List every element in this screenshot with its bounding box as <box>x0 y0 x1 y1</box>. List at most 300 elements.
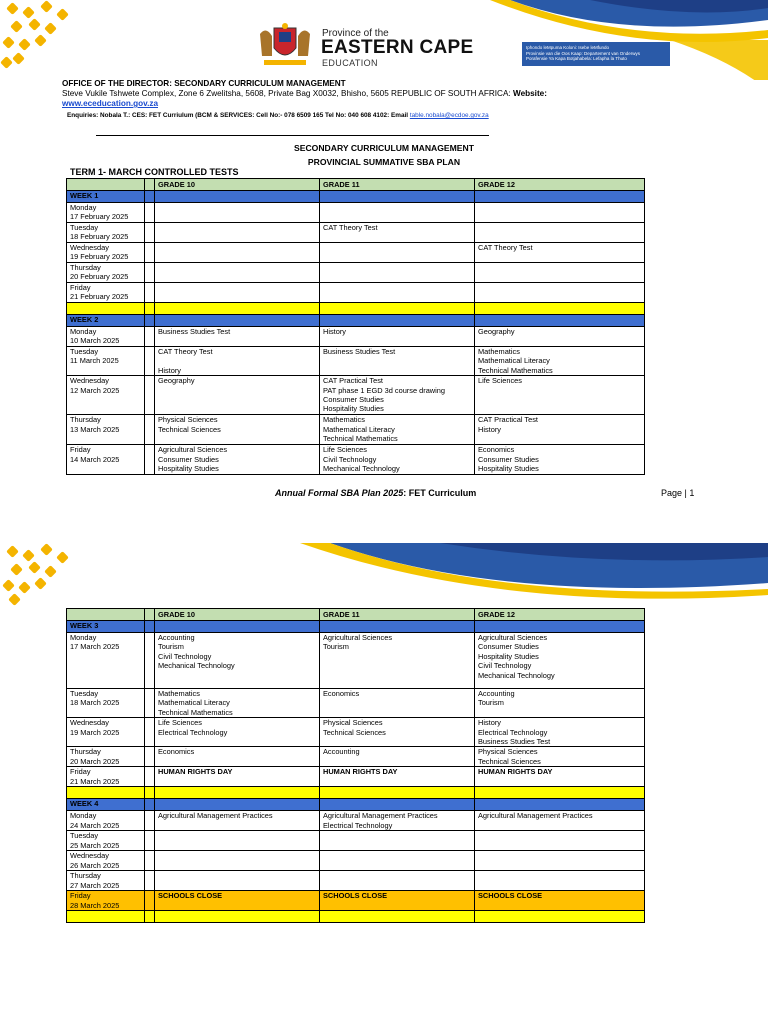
subject-entry: Technical Mathematics <box>478 365 553 375</box>
schedule-row <box>67 376 645 415</box>
subject-entry: Life Sciences <box>478 376 522 386</box>
date-cell <box>67 223 145 243</box>
date-value: 13 March 2025 <box>70 424 120 434</box>
day-name: Tuesday <box>70 223 99 232</box>
day-name: Wednesday <box>70 851 109 861</box>
highlight-cell <box>145 303 155 315</box>
subject-entry: Tourism <box>158 642 184 652</box>
subject-entry: CAT Theory Test <box>323 223 378 232</box>
subject-entry: History <box>158 365 181 375</box>
subject-entry: Mechanical Technology <box>323 464 400 474</box>
subject-entry: CAT Theory Test <box>478 243 533 252</box>
subject-entry: Business Studies Test <box>478 737 551 747</box>
subject-cell-g10 <box>155 811 320 831</box>
header-blank-cell <box>67 179 145 191</box>
subject-entry: Physical Sciences <box>323 718 383 728</box>
week-blank-cell <box>155 191 320 203</box>
date-value: 18 March 2025 <box>70 698 120 708</box>
header-wave-graphic <box>300 543 768 599</box>
enquiries-label: Enquiries: Nobala T.: CES: FET Curriulum (BCM & SERVICES: <box>67 112 255 119</box>
subject-entry: Life Sciences <box>158 718 202 728</box>
subject-entry: Accounting <box>478 689 515 698</box>
subject-entry: Life Sciences <box>323 445 367 455</box>
date-value: 19 March 2025 <box>70 727 120 737</box>
website-label: Website: <box>512 89 547 98</box>
week-label: WEEK 1 <box>67 191 145 203</box>
date-value: 17 March 2025 <box>70 642 120 652</box>
subject-entry: Electrical Technology <box>478 727 548 737</box>
highlight-cell <box>145 787 155 799</box>
spacer-cell <box>145 871 155 891</box>
website-link[interactable]: www.eceducation.gov.za <box>62 99 158 108</box>
date-cell <box>67 376 145 415</box>
week-blank-cell <box>145 621 155 633</box>
highlight-row <box>67 911 645 923</box>
date-value: 18 February 2025 <box>70 232 129 242</box>
week-blank-cell <box>155 315 320 327</box>
spacer-cell <box>145 633 155 689</box>
spacer-cell <box>145 376 155 415</box>
subject-entry: Civil Technology <box>478 661 532 671</box>
highlight-cell <box>475 303 645 315</box>
day-name: Friday <box>70 767 91 777</box>
date-value: 25 March 2025 <box>70 840 120 850</box>
subject-entry: Agricultural Sciences <box>158 445 228 455</box>
week-label: WEEK 4 <box>67 799 145 811</box>
spacer-cell <box>145 327 155 347</box>
spacer-cell <box>145 767 155 787</box>
week-blank-cell <box>320 799 475 811</box>
subject-cell-g11 <box>320 223 475 243</box>
spacer-cell <box>145 689 155 718</box>
schedule-row <box>67 718 645 747</box>
week-row <box>67 315 645 327</box>
subject-cell-g12 <box>475 283 645 303</box>
subject-cell-g11 <box>320 891 475 911</box>
subject-cell-g12 <box>475 871 645 891</box>
subject-entry: History <box>478 424 501 434</box>
coat-of-arms-icon <box>256 22 314 68</box>
highlight-cell <box>67 911 145 923</box>
schedule-row <box>67 633 645 689</box>
spacer-cell <box>145 415 155 445</box>
term-title: TERM 1- MARCH CONTROLLED TESTS <box>70 167 239 177</box>
date-value: 11 March 2025 <box>70 356 119 366</box>
subject-cell-g10 <box>155 283 320 303</box>
subject-cell-g11 <box>320 203 475 223</box>
subject-cell-g10 <box>155 347 320 376</box>
subject-entry: Physical Sciences <box>158 415 218 425</box>
enquiries-contacts: Cell No:- 078 6509 165 Tel No: 040 608 4102: Email <box>254 112 410 119</box>
enquiries <box>67 112 489 119</box>
date-value: 20 March 2025 <box>70 756 120 766</box>
subject-cell-g11 <box>320 871 475 891</box>
day-name: Thursday <box>70 415 101 425</box>
subject-cell-g11 <box>320 376 475 415</box>
highlight-cell <box>155 303 320 315</box>
subject-entry: HUMAN RIGHTS DAY <box>478 767 553 777</box>
subject-cell-g12 <box>475 718 645 747</box>
schedule-row <box>67 445 645 475</box>
subject-entry: Mathematics <box>158 689 200 698</box>
week-row <box>67 191 645 203</box>
subject-entry: Hospitality Studies <box>323 404 384 414</box>
week-label: WEEK 2 <box>67 315 145 327</box>
subject-entry: Business Studies Test <box>158 327 231 336</box>
subject-cell-g10 <box>155 327 320 347</box>
subject-cell-g11 <box>320 263 475 283</box>
sba-table-page2 <box>66 608 645 923</box>
subject-cell-g10 <box>155 891 320 911</box>
subject-cell-g10 <box>155 718 320 747</box>
address <box>62 89 547 98</box>
subject-entry: Mathematical Literacy <box>323 424 395 434</box>
schedule-row <box>67 891 645 911</box>
subject-entry: Tourism <box>323 642 349 652</box>
spacer-cell <box>145 223 155 243</box>
footer-italic: Annual Formal SBA Plan 2025 <box>275 488 404 498</box>
province-label: Province of the <box>322 28 389 39</box>
date-value: 17 February 2025 <box>70 212 129 222</box>
subject-entry: Accounting <box>158 633 195 642</box>
page-number: Page | 1 <box>661 488 695 498</box>
highlight-cell <box>475 787 645 799</box>
subject-cell-g12 <box>475 831 645 851</box>
date-cell <box>67 718 145 747</box>
subject-cell-g10 <box>155 445 320 475</box>
doc-subtitle: PROVINCIAL SUMMATIVE SBA PLAN <box>307 157 461 167</box>
subject-cell-g12 <box>475 633 645 689</box>
column-header: GRADE 12 <box>475 179 645 191</box>
email-link[interactable]: table.nobala@ecdoe.gov.za <box>409 112 489 119</box>
schedule-row <box>67 283 645 303</box>
multilingual-banner <box>522 42 670 66</box>
highlight-row <box>67 787 645 799</box>
week-label: WEEK 3 <box>67 621 145 633</box>
footer-rest: : FET Curriculum <box>403 488 477 498</box>
schedule-row <box>67 689 645 718</box>
subject-entry: Technical Mathematics <box>158 707 233 717</box>
subject-cell-g10 <box>155 633 320 689</box>
highlight-cell <box>145 911 155 923</box>
week-blank-cell <box>475 799 645 811</box>
column-header: GRADE 10 <box>155 609 320 621</box>
subject-entry: HUMAN RIGHTS DAY <box>158 767 233 777</box>
province-name: EASTERN CAPE <box>321 37 474 58</box>
date-cell <box>67 633 145 689</box>
spacer-cell <box>145 347 155 376</box>
subject-entry: CAT Practical Test <box>478 415 538 425</box>
banner-line: Iphondo leMpuma Koloni: Isebe leMfundo <box>526 45 610 50</box>
subject-entry: Economics <box>478 445 515 455</box>
subject-entry: SCHOOLS CLOSE <box>158 891 223 901</box>
schedule-row <box>67 223 645 243</box>
doc-title: SECONDARY CURRICULUM MANAGEMENT <box>294 143 474 153</box>
subject-cell-g10 <box>155 831 320 851</box>
table-header-row <box>67 609 645 621</box>
date-value: 20 February 2025 <box>70 272 129 282</box>
subject-cell-g10 <box>155 415 320 445</box>
day-name: Monday <box>70 811 97 821</box>
department-name: EDUCATION <box>322 58 378 68</box>
highlight-cell <box>320 303 475 315</box>
day-name: Monday <box>70 203 97 212</box>
subject-cell-g12 <box>475 203 645 223</box>
subject-entry: Agricultural Management Practices <box>158 811 273 821</box>
spacer-cell <box>145 263 155 283</box>
subject-entry: Accounting <box>323 747 360 757</box>
subject-cell-g10 <box>155 871 320 891</box>
date-cell <box>67 263 145 283</box>
subject-entry: Physical Sciences <box>478 747 538 757</box>
subject-cell-g12 <box>475 891 645 911</box>
subject-cell-g12 <box>475 243 645 263</box>
date-value: 10 March 2025 <box>70 336 120 346</box>
date-cell <box>67 851 145 871</box>
subject-entry: CAT Theory Test <box>158 347 213 356</box>
subject-cell-g11 <box>320 283 475 303</box>
subject-cell-g10 <box>155 263 320 283</box>
day-name: Thursday <box>70 263 101 272</box>
week-blank-cell <box>155 799 320 811</box>
date-value: 21 February 2025 <box>70 292 129 302</box>
subject-entry: History <box>323 327 346 336</box>
subject-entry: Technical Sciences <box>478 756 541 766</box>
schedule-row <box>67 851 645 871</box>
subject-entry: Consumer Studies <box>478 642 539 652</box>
address-text: Steve Vukile Tshwete Complex, Zone 6 Zwelitsha, 5608, Private Bag X0032, Bhisho, 5605 REPUBLIC OF SOUTH AFRICA: <box>62 89 511 98</box>
date-cell <box>67 415 145 445</box>
schedule-row <box>67 243 645 263</box>
subject-entry: Geography <box>478 327 515 336</box>
subject-cell-g10 <box>155 376 320 415</box>
subject-entry: Consumer Studies <box>158 454 219 464</box>
subject-entry: Business Studies Test <box>323 347 396 356</box>
subject-cell-g11 <box>320 767 475 787</box>
spacer-cell <box>145 831 155 851</box>
subject-entry: Mathematics <box>323 415 365 425</box>
subject-entry: Mathematical Literacy <box>158 698 230 708</box>
subject-cell-g11 <box>320 415 475 445</box>
subject-cell-g12 <box>475 347 645 376</box>
date-value: 19 February 2025 <box>70 252 129 262</box>
subject-entry: History <box>478 718 501 728</box>
decorative-dots <box>0 543 75 608</box>
subject-entry: Technical Sciences <box>158 424 221 434</box>
date-cell <box>67 831 145 851</box>
subject-cell-g10 <box>155 747 320 767</box>
week-blank-cell <box>155 621 320 633</box>
highlight-cell <box>67 303 145 315</box>
day-name: Tuesday <box>70 689 99 698</box>
subject-entry: Technical Sciences <box>323 727 386 737</box>
table-header-row <box>67 179 645 191</box>
date-cell <box>67 243 145 263</box>
subject-entry: Civil Technology <box>158 651 212 661</box>
date-cell <box>67 327 145 347</box>
date-cell <box>67 689 145 718</box>
highlight-cell <box>155 787 320 799</box>
subject-cell-g12 <box>475 811 645 831</box>
banner-line: Provinsie van die Oos Kaap: Departement van Onderwys <box>526 50 641 56</box>
spacer-cell <box>145 718 155 747</box>
subject-cell-g10 <box>155 767 320 787</box>
highlight-cell <box>67 787 145 799</box>
week-blank-cell <box>145 799 155 811</box>
week-row <box>67 799 645 811</box>
week-blank-cell <box>145 315 155 327</box>
week-blank-cell <box>475 315 645 327</box>
highlight-cell <box>155 911 320 923</box>
spacer-cell <box>145 203 155 223</box>
subject-entry: Agricultural Sciences <box>478 633 548 642</box>
subject-cell-g11 <box>320 445 475 475</box>
date-cell <box>67 767 145 787</box>
schedule-row <box>67 831 645 851</box>
subject-entry: Consumer Studies <box>478 454 539 464</box>
subject-entry: Electrical Technology <box>323 820 393 830</box>
subject-entry: Agricultural Sciences <box>323 633 393 642</box>
date-cell <box>67 891 145 911</box>
subject-entry: Tourism <box>478 698 504 708</box>
subject-entry: Mechanical Technology <box>158 661 235 671</box>
subject-entry: SCHOOLS CLOSE <box>478 891 543 901</box>
subject-entry: CAT Practical Test <box>323 376 383 386</box>
date-cell <box>67 871 145 891</box>
column-header: GRADE 11 <box>320 609 475 621</box>
column-header: GRADE 11 <box>320 179 475 191</box>
schedule-row <box>67 871 645 891</box>
column-header: GRADE 10 <box>155 179 320 191</box>
subject-entry: Technical Mathematics <box>323 434 398 444</box>
subject-cell-g11 <box>320 689 475 718</box>
subject-cell-g11 <box>320 327 475 347</box>
day-name: Thursday <box>70 747 101 757</box>
subject-cell-g12 <box>475 327 645 347</box>
subject-cell-g12 <box>475 376 645 415</box>
day-name: Friday <box>70 445 91 455</box>
schedule-row <box>67 327 645 347</box>
spacer-cell <box>145 747 155 767</box>
schedule-row <box>67 767 645 787</box>
date-cell <box>67 347 145 376</box>
schedule-row <box>67 203 645 223</box>
subject-cell-g11 <box>320 851 475 871</box>
subject-cell-g10 <box>155 851 320 871</box>
subject-cell-g12 <box>475 415 645 445</box>
date-value: 21 March 2025 <box>70 776 120 786</box>
day-name: Wednesday <box>70 243 109 252</box>
subject-entry: Electrical Technology <box>158 727 228 737</box>
banner-line: Porafensie Ya Kapa Botjahabela: Lefapha la Thuto <box>526 56 627 62</box>
date-value: 27 March 2025 <box>70 880 120 890</box>
date-value: 28 March 2025 <box>70 900 120 910</box>
week-blank-cell <box>145 191 155 203</box>
week-blank-cell <box>320 315 475 327</box>
date-cell <box>67 445 145 475</box>
date-cell <box>67 811 145 831</box>
week-blank-cell <box>320 191 475 203</box>
spacer-cell <box>145 811 155 831</box>
spacer-cell <box>145 283 155 303</box>
header-blank-cell <box>67 609 145 621</box>
subject-entry: Economics <box>158 747 195 757</box>
date-value: 12 March 2025 <box>70 385 120 395</box>
subject-entry: Hospitality Studies <box>478 651 539 661</box>
subject-entry: Mathematical Literacy <box>478 356 550 366</box>
week-blank-cell <box>320 621 475 633</box>
footer-title <box>275 488 476 498</box>
schedule-row <box>67 811 645 831</box>
subject-cell-g12 <box>475 445 645 475</box>
subject-entry: Economics <box>323 689 360 698</box>
subject-cell-g10 <box>155 223 320 243</box>
subject-entry: Consumer Studies <box>323 395 384 405</box>
subject-cell-g11 <box>320 718 475 747</box>
subject-cell-g11 <box>320 243 475 263</box>
highlight-row <box>67 303 645 315</box>
date-cell <box>67 283 145 303</box>
subject-entry: SCHOOLS CLOSE <box>323 891 388 901</box>
subject-cell-g10 <box>155 203 320 223</box>
header-blank-cell <box>145 609 155 621</box>
subject-entry: HUMAN RIGHTS DAY <box>323 767 398 777</box>
spacer-cell <box>145 445 155 475</box>
day-name: Tuesday <box>70 347 99 356</box>
highlight-cell <box>475 911 645 923</box>
subject-cell-g12 <box>475 223 645 243</box>
divider <box>96 135 489 136</box>
week-blank-cell <box>475 191 645 203</box>
decorative-dots <box>0 0 75 70</box>
subject-cell-g10 <box>155 243 320 263</box>
highlight-cell <box>320 787 475 799</box>
week-row <box>67 621 645 633</box>
schedule-row <box>67 747 645 767</box>
header-blank-cell <box>145 179 155 191</box>
subject-cell-g10 <box>155 689 320 718</box>
schedule-row <box>67 415 645 445</box>
subject-cell-g11 <box>320 831 475 851</box>
highlight-cell <box>320 911 475 923</box>
subject-cell-g11 <box>320 633 475 689</box>
spacer-cell <box>145 243 155 263</box>
subject-entry: Agricultural Management Practices <box>323 811 438 821</box>
day-name: Monday <box>70 633 97 642</box>
day-name: Wednesday <box>70 376 109 386</box>
subject-entry: Geography <box>158 376 195 386</box>
subject-cell-g12 <box>475 263 645 283</box>
subject-entry: Mathematics <box>478 347 520 356</box>
spacer-cell <box>145 891 155 911</box>
subject-entry: Civil Technology <box>323 454 377 464</box>
subject-entry <box>158 356 316 365</box>
subject-cell-g12 <box>475 689 645 718</box>
day-name: Friday <box>70 283 91 292</box>
day-name: Friday <box>70 891 91 901</box>
day-name: Thursday <box>70 871 101 881</box>
subject-entry: Hospitality Studies <box>158 464 219 474</box>
date-value: 14 March 2025 <box>70 454 120 464</box>
schedule-row <box>67 263 645 283</box>
sba-table-page1 <box>66 178 645 475</box>
subject-cell-g12 <box>475 767 645 787</box>
date-cell <box>67 203 145 223</box>
column-header: GRADE 12 <box>475 609 645 621</box>
day-name: Monday <box>70 327 97 336</box>
subject-cell-g11 <box>320 347 475 376</box>
subject-cell-g11 <box>320 747 475 767</box>
